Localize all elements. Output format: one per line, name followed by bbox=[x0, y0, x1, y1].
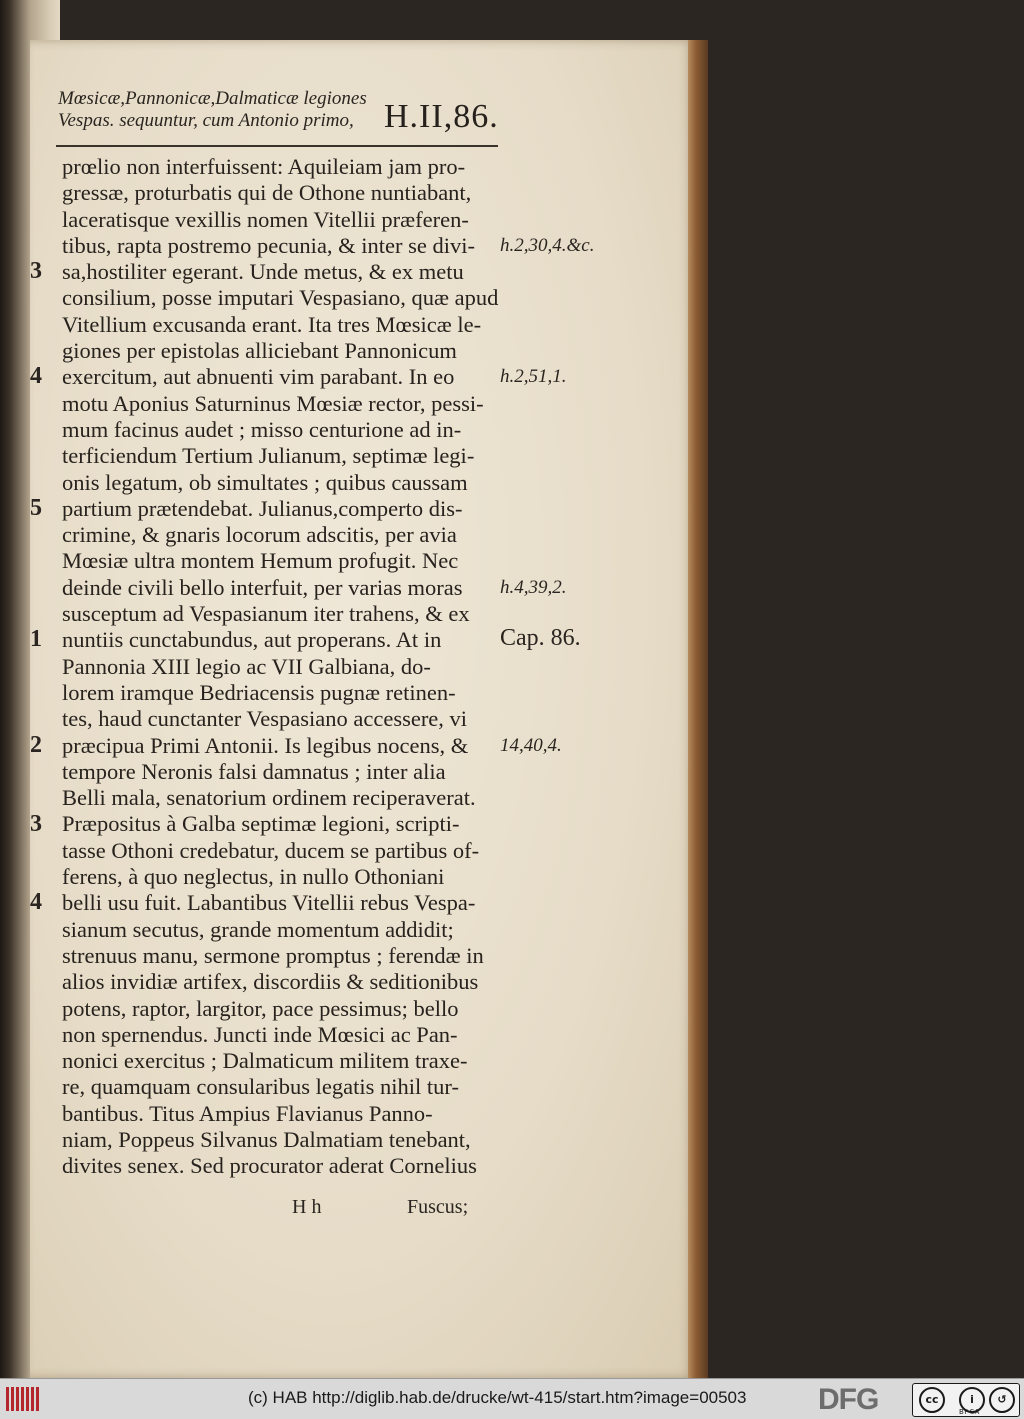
text-line: tempore Neronis falsi damnatus ; inter alia bbox=[62, 758, 446, 784]
text-line: bantibus. Titus Ampius Flavianus Panno- bbox=[62, 1100, 433, 1126]
margin-reference: h.4,39,2. bbox=[500, 576, 567, 598]
text-line: motu Aponius Saturninus Mœsiæ rector, pessi- bbox=[62, 390, 484, 416]
running-header-gloss bbox=[58, 88, 378, 132]
body-text bbox=[62, 154, 502, 1180]
text-line: consilium, posse imputari Vespasiano, quæ apud bbox=[62, 285, 499, 311]
text-line: non spernendus. Juncti inde Mœsici ac Pan- bbox=[62, 1021, 458, 1047]
text-line: susceptum ad Vespasianum iter trahens, & ex bbox=[62, 601, 470, 627]
section-number: 5 bbox=[30, 494, 42, 521]
text-line: Præpositus à Galba septimæ legioni, scripti- bbox=[62, 811, 460, 837]
header-gloss-line: Vespas. sequuntur, cum Antonio primo, bbox=[58, 110, 354, 131]
scan-background bbox=[708, 0, 1024, 1378]
text-line: niam, Poppeus Silvanus Dalmatiam tenebant, bbox=[62, 1126, 471, 1152]
viewer-footer bbox=[0, 1378, 1024, 1419]
section-number: 1 bbox=[30, 626, 42, 653]
text-line: Mœsiæ ultra montem Hemum profugit. Nec bbox=[62, 548, 459, 574]
cc-license-badge[interactable] bbox=[912, 1383, 1020, 1417]
text-line: lorem iramque Bedriacensis pugnæ retinen- bbox=[62, 679, 456, 705]
text-line: exercitum, aut abnuenti vim parabant. In eo bbox=[62, 364, 455, 390]
section-number: 3 bbox=[30, 258, 42, 285]
text-line: gressæ, proturbatis qui de Othone nuntiabant, bbox=[62, 180, 472, 206]
share-alike-icon: ↺ bbox=[989, 1387, 1015, 1413]
text-line: terficiendum Tertium Julianum, septimæ legi- bbox=[62, 443, 475, 469]
page-edge bbox=[688, 40, 708, 1378]
chapter-marker: Cap. 86. bbox=[500, 625, 581, 652]
text-line: Vitellium excusanda erant. Ita tres Mœsicæ le- bbox=[62, 311, 482, 337]
text-line: sianum secutus, grande momentum addidit; bbox=[62, 916, 454, 942]
text-line: onis legatum, ob simultates ; quibus caussam bbox=[62, 469, 468, 495]
text-line: partium prætendebat. Julianus,comperto dis- bbox=[62, 495, 463, 521]
text-line: strenuus manu, sermone promptus ; ferendæ in bbox=[62, 942, 484, 968]
text-line: mum facinus audet ; misso centurione ad in- bbox=[62, 416, 462, 442]
text-line: giones per epistolas alliciebant Pannonicum bbox=[62, 338, 457, 364]
text-line: ferens, à quo neglectus, in nullo Othoniani bbox=[62, 864, 445, 890]
license-label: BY SA bbox=[959, 1408, 980, 1416]
section-number: 4 bbox=[30, 363, 42, 390]
signature-mark: H h bbox=[292, 1196, 322, 1218]
text-line: alios invidiæ artifex, discordiis & seditionibus bbox=[62, 969, 479, 995]
section-number: 3 bbox=[30, 810, 42, 837]
text-line: Belli mala, senatorium ordinem reciperaverat. bbox=[62, 785, 476, 811]
header-rule bbox=[56, 145, 498, 147]
text-line: potens, raptor, largitor, pace pessimus; bello bbox=[62, 995, 459, 1021]
dfg-logo: DFG bbox=[818, 1383, 879, 1416]
text-line: tasse Othoni credebatur, ducem se partibus of- bbox=[62, 837, 480, 863]
text-line: crimine, & gnaris locorum adscitis, per avia bbox=[62, 522, 457, 548]
text-line: sa,hostiliter egerant. Unde metus, & ex metu bbox=[62, 259, 464, 285]
catchword: Fuscus; bbox=[407, 1196, 469, 1218]
margin-reference: h.2,30,4.&c. bbox=[500, 234, 595, 256]
section-number: 2 bbox=[30, 731, 42, 758]
text-line: re, quamquam consularibus legatis nihil tur- bbox=[62, 1074, 459, 1100]
margin-reference: 14,40,4. bbox=[500, 734, 562, 756]
text-line: belli usu fuit. Labantibus Vitellii rebus Vespa- bbox=[62, 890, 476, 916]
text-line: deinde civili bello interfuit, per varias moras bbox=[62, 574, 463, 600]
text-line: nonici exercitus ; Dalmaticum militem traxe- bbox=[62, 1048, 468, 1074]
margin-reference: h.2,51,1. bbox=[500, 366, 567, 388]
text-line: tibus, rapta postremo pecunia, & inter se divi- bbox=[62, 232, 476, 258]
text-line: nuntiis cunctabundus, aut properans. At in bbox=[62, 627, 442, 653]
text-line: Pannonia XIII legio ac VII Galbiana, do- bbox=[62, 653, 431, 679]
text-line: tes, haud cunctanter Vespasiano accessere, vi bbox=[62, 706, 468, 732]
copyright-link[interactable]: (c) HAB http://diglib.hab.de/drucke/wt-415/start.htm?image=00503 bbox=[248, 1388, 747, 1407]
text-line: præcipua Primi Antonii. Is legibus nocens, & bbox=[62, 732, 469, 758]
page-reference: H.II,86. bbox=[384, 98, 499, 135]
text-line: laceratisque vexillis nomen Vitellii præferen- bbox=[62, 206, 469, 232]
hab-logo-icon bbox=[6, 1387, 40, 1411]
by-attribution-icon: i bbox=[959, 1387, 985, 1413]
header-gloss-line: Mœsicæ,Pannonicæ,Dalmaticæ legiones bbox=[58, 88, 367, 109]
cc-icon: cc bbox=[919, 1387, 945, 1413]
text-line: divites senex. Sed procurator aderat Cornelius bbox=[62, 1153, 477, 1179]
text-line: prœlio non interfuissent: Aquileiam jam pro- bbox=[62, 154, 466, 179]
section-number: 4 bbox=[30, 889, 42, 916]
